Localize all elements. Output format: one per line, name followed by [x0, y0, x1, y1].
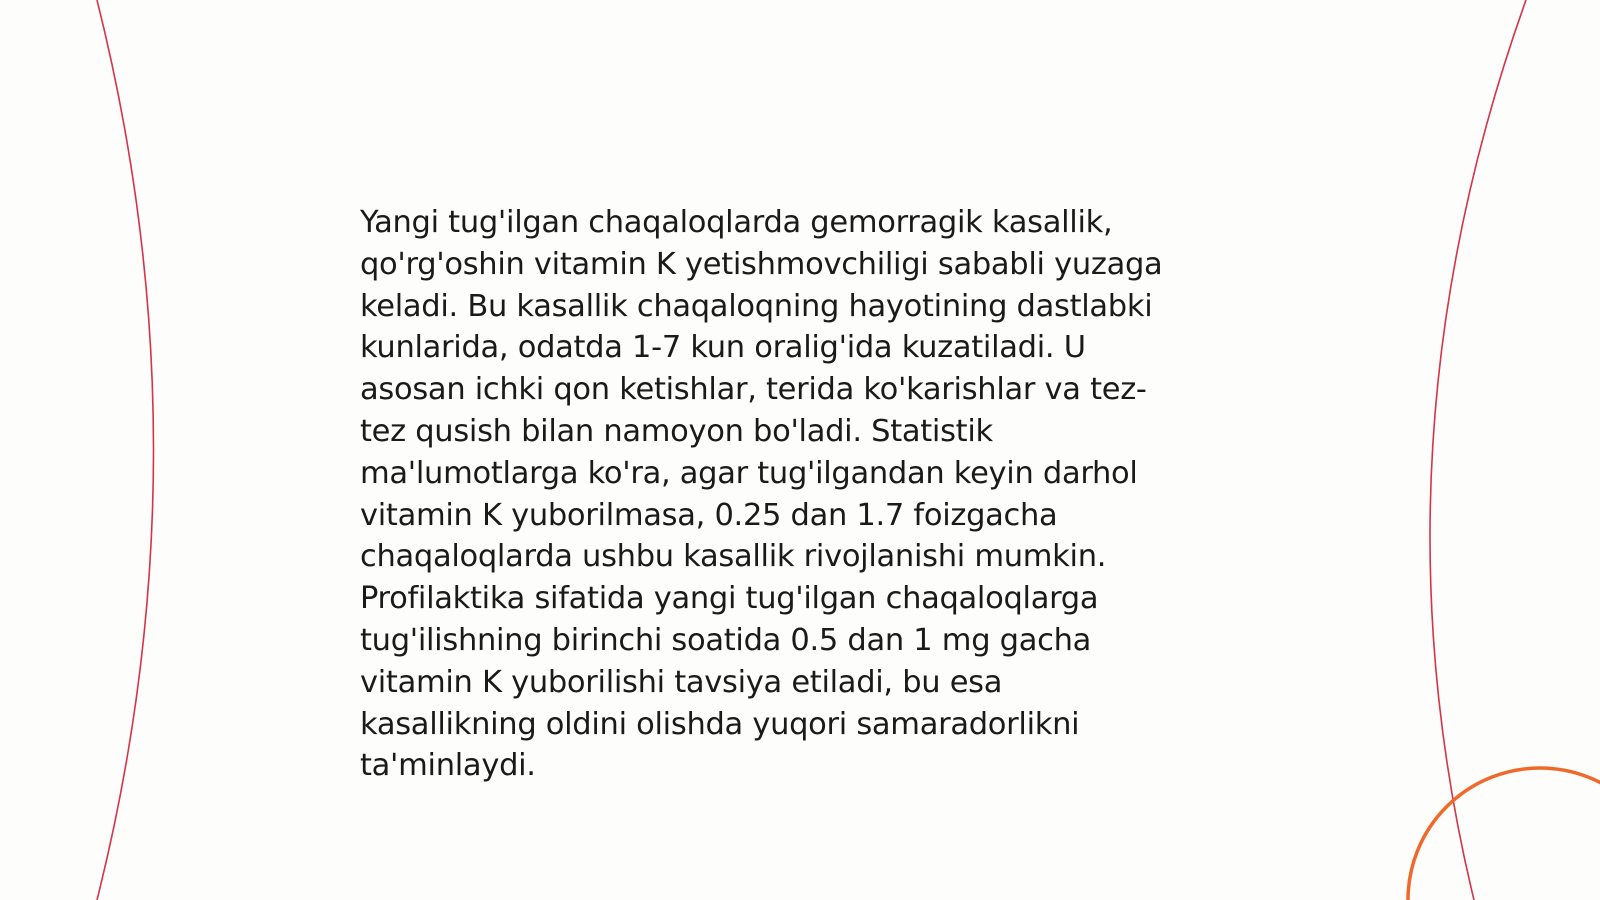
- body-paragraph: [360, 202, 1230, 787]
- body-line: tez qusish bilan namoyon bo'ladi. Statistik: [360, 413, 993, 449]
- right-red-arc: [1430, 0, 1526, 900]
- body-line: asosan ichki qon ketishlar, terida ko'karishlar va tez-: [360, 372, 1147, 408]
- body-line: keladi. Bu kasallik chaqaloqning hayotining dastlabki: [360, 288, 1153, 324]
- body-line: chaqaloqlarda ushbu kasallik rivojlanishi mumkin.: [360, 539, 1107, 575]
- bottom-right-orange-circle: [1408, 768, 1600, 900]
- body-line: kunlarida, odatda 1-7 kun oralig'ida kuzatiladi. U: [360, 330, 1086, 366]
- body-line: qo'rg'oshin vitamin K yetishmovchiligi sababli yuzaga: [360, 246, 1163, 282]
- body-line: Profilaktika sifatida yangi tug'ilgan chaqaloqlarga: [360, 581, 1099, 617]
- body-line: Yangi tug'ilgan chaqaloqlarda gemorragik kasallik,: [360, 205, 1113, 240]
- body-line: ma'lumotlarga ko'ra, agar tug'ilgandan keyin darhol: [360, 455, 1138, 491]
- body-line: tug'ilishning birinchi soatida 0.5 dan 1 mg gacha: [360, 622, 1092, 658]
- body-line: vitamin K yuborilishi tavsiya etiladi, bu esa: [360, 664, 1003, 700]
- body-line: vitamin K yuborilmasa, 0.25 dan 1.7 foizgacha: [360, 497, 1058, 533]
- body-line: ta'minlaydi.: [360, 748, 536, 784]
- body-line: kasallikning oldini olishda yuqori samaradorlikni: [360, 706, 1080, 742]
- left-red-arc: [97, 0, 154, 900]
